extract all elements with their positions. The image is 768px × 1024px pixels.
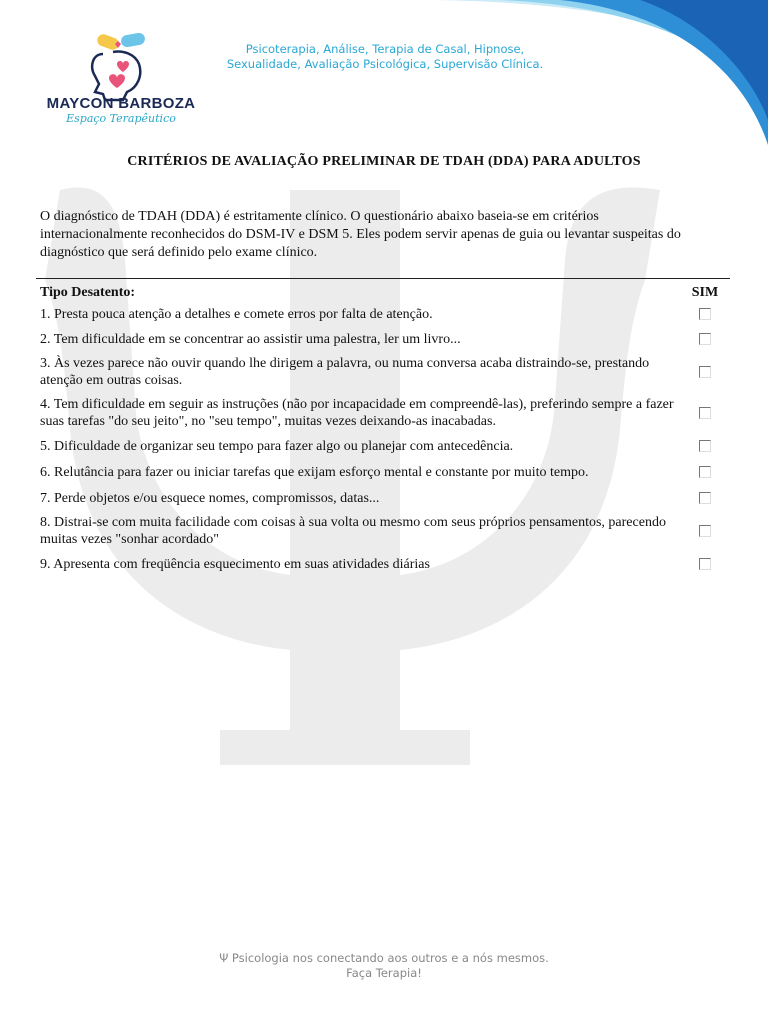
brand-subtitle: Espaço Terapêutico	[66, 112, 176, 125]
questionnaire-table	[40, 282, 730, 577]
yes-checkbox[interactable]	[699, 525, 711, 537]
document-title: CRITÉRIOS DE AVALIAÇÃO PRELIMINAR DE TDAH (DDA) PARA ADULTOS	[127, 154, 641, 169]
tagline-line-2: Sexualidade, Avaliação Psicológica, Supervisão Clínica.	[226, 57, 544, 71]
brand-name: MAYCON BARBOZA	[46, 95, 196, 112]
question-row	[40, 433, 730, 459]
answer-cell	[680, 407, 730, 419]
footer	[0, 951, 768, 981]
question-row	[40, 352, 730, 392]
header-answer-label: SIM	[691, 284, 719, 300]
question-row	[40, 459, 730, 485]
question-row	[40, 551, 730, 577]
footer-line-1: Ψ Psicologia nos conectando aos outros e a nós mesmos.	[219, 951, 549, 965]
question-list	[40, 302, 730, 577]
question-text: 2. Tem dificuldade em se concentrar ao assistir uma palestra, ler um livro...	[40, 331, 461, 347]
question-row	[40, 485, 730, 511]
question-text: 3. Às vezes parece não ouvir quando lhe dirigem a palavra, ou numa conversa acaba distraindo-se, prestando atenção em outras coisas.	[40, 356, 650, 388]
question-text: 5. Dificuldade de organizar seu tempo para fazer algo ou planejar com antecedência.	[40, 438, 514, 454]
yes-checkbox[interactable]	[699, 407, 711, 419]
question-row	[40, 302, 730, 326]
question-row	[40, 392, 730, 433]
yes-checkbox[interactable]	[699, 366, 711, 378]
table-header-row	[40, 282, 730, 302]
answer-cell	[680, 308, 730, 320]
question-text: 9. Apresenta com freqüência esquecimento em suas atividades diárias	[40, 556, 430, 572]
yes-checkbox[interactable]	[699, 492, 711, 504]
question-row	[40, 511, 730, 551]
question-text: 4. Tem dificuldade em seguir as instruções (não por incapacidade em compreendê-las), preferindo sempre a fazer suas tarefas "do seu jeito", no "seu tempo", muitas vezes deixando-as inacabadas.	[40, 396, 674, 429]
table-top-rule	[36, 278, 730, 279]
yes-checkbox[interactable]	[699, 308, 711, 320]
answer-cell	[680, 525, 730, 537]
yes-checkbox[interactable]	[699, 558, 711, 570]
yes-checkbox[interactable]	[699, 466, 711, 478]
question-row	[40, 326, 730, 352]
answer-cell	[680, 492, 730, 504]
question-text: 8. Distrai-se com muita facilidade com coisas à sua volta ou mesmo com seus próprios pensamentos, parecendo muitas vezes "sonhar acordado"	[40, 515, 666, 547]
question-text: 7. Perde objetos e/ou esquece nomes, compromissos, datas...	[40, 490, 380, 506]
yes-checkbox[interactable]	[699, 333, 711, 345]
question-text: 6. Relutância para fazer ou iniciar tarefas que exijam esforço mental e constante por muito tempo.	[40, 464, 589, 480]
intro-paragraph: O diagnóstico de TDAH (DDA) é estritamente clínico. O questionário abaixo baseia-se em critérios internacionalmente reconhecidos do DSM-IV e DSM 5. Eles podem servir apenas de guia ou levantar suspeitas do diagnóstico que será definido pelo exame clínico.	[40, 209, 681, 260]
answer-cell	[680, 333, 730, 345]
header-category-label: Tipo Desatento:	[40, 284, 136, 300]
answer-cell	[680, 440, 730, 452]
answer-cell	[680, 558, 730, 570]
tagline-line-1: Psicoterapia, Análise, Terapia de Casal, Hipnose,	[245, 42, 525, 56]
services-tagline	[195, 42, 575, 72]
answer-cell	[680, 366, 730, 378]
yes-checkbox[interactable]	[699, 440, 711, 452]
question-text: 1. Presta pouca atenção a detalhes e comete erros por falta de atenção.	[40, 306, 433, 322]
answer-cell	[680, 466, 730, 478]
footer-line-2: Faça Terapia!	[346, 966, 422, 980]
